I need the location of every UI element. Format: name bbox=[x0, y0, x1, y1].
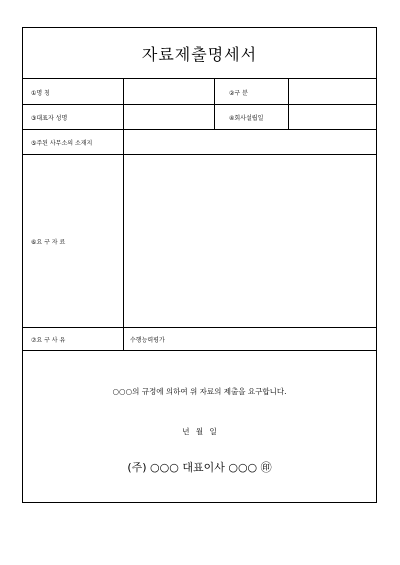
data-submission-form bbox=[22, 27, 377, 503]
row-divider bbox=[23, 350, 376, 351]
representative-label: ③대표자 성명 bbox=[31, 114, 68, 122]
established-date-label: ④회사설립일 bbox=[229, 114, 264, 122]
name-label: ①명 칭 bbox=[31, 89, 50, 97]
request-reason-label: ⑦요 구 사 유 bbox=[31, 336, 66, 344]
column-divider bbox=[123, 79, 124, 350]
form-title: 자료제출명세서 bbox=[23, 28, 376, 79]
declaration-date: 년 월 일 bbox=[182, 427, 217, 436]
declaration-signature: (주) ○○○ 대표이사 ○○○ ㊞ bbox=[127, 461, 272, 474]
requested-data-label: ⑥요 구 자 료 bbox=[31, 238, 66, 246]
office-address-field[interactable] bbox=[124, 130, 377, 154]
established-date-field[interactable] bbox=[289, 105, 377, 129]
row-divider bbox=[23, 327, 376, 328]
declaration-text: ○○○의 규정에 의하여 위 자료의 제출을 요구합니다. bbox=[112, 387, 287, 396]
row-divider bbox=[23, 154, 376, 155]
column-divider bbox=[288, 79, 289, 129]
category-label: ②구 분 bbox=[229, 89, 248, 97]
representative-field[interactable] bbox=[124, 105, 213, 129]
row-divider bbox=[23, 129, 376, 130]
office-address-label: ⑤주된 사무소의 소재지 bbox=[31, 139, 93, 147]
column-divider bbox=[214, 79, 215, 129]
request-reason-value: 수행능력평가 bbox=[130, 336, 165, 344]
category-field[interactable] bbox=[289, 80, 377, 104]
requested-data-field[interactable] bbox=[124, 155, 377, 327]
name-field[interactable] bbox=[124, 80, 213, 104]
row-divider bbox=[23, 104, 376, 105]
